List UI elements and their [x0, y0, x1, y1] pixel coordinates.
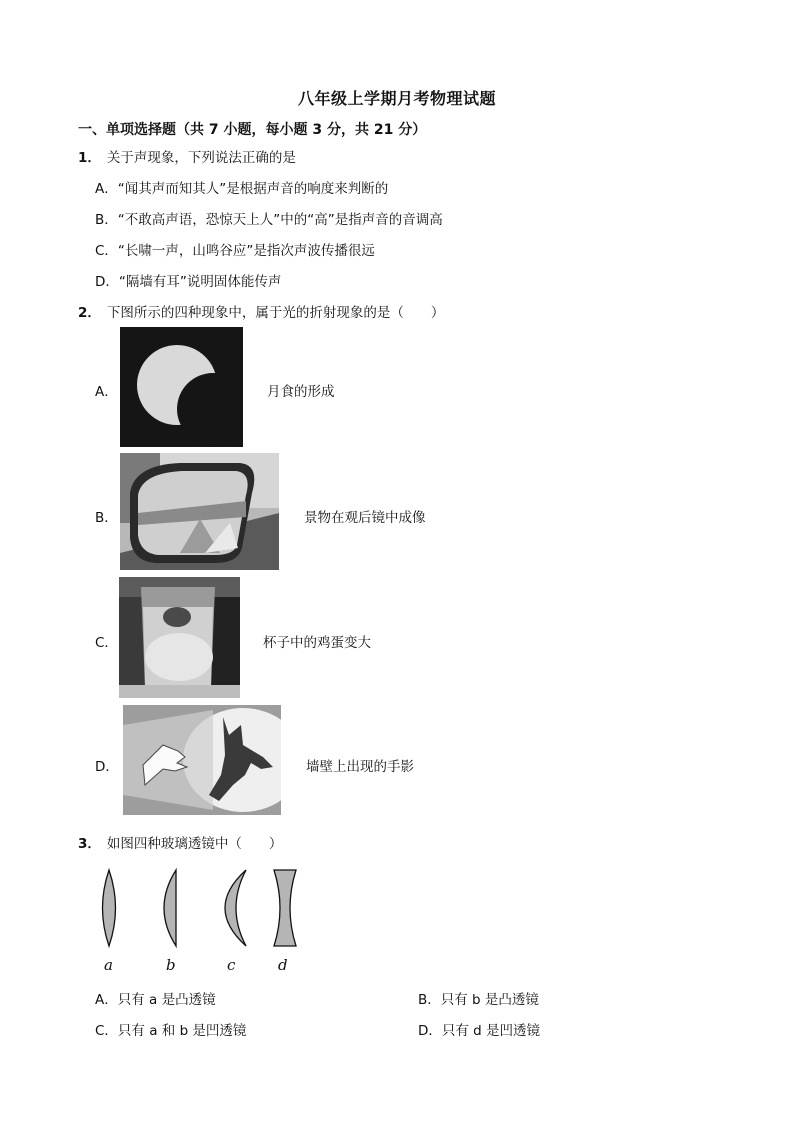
- lens-label-d: d: [278, 956, 288, 974]
- lens-figure: [92, 862, 312, 954]
- question-1: [78, 146, 296, 166]
- lens-a: [103, 870, 116, 946]
- q2-option-d-caption: 墙壁上出现的手影: [306, 759, 414, 775]
- lens-c: [225, 870, 246, 946]
- q3-option-a: A．只有 a 是凸透镜: [95, 992, 216, 1008]
- q2-option-c-letter: C．: [95, 635, 118, 651]
- lens-label-b: b: [166, 956, 176, 974]
- lens-d: [274, 870, 296, 946]
- glass-egg-image: [119, 577, 240, 698]
- q3-option-b: B．只有 b 是凸透镜: [418, 992, 539, 1008]
- section-heading: 一、单项选择题（共 7 小题，每小题 3 分，共 21 分）: [78, 122, 427, 138]
- question-stem: 下图所示的四种现象中，属于光的折射现象的是（ ）: [106, 305, 445, 321]
- lens-label-c: c: [227, 956, 236, 974]
- lens-label-a: a: [104, 956, 113, 974]
- q2-option-b-caption: 景物在观后镜中成像: [304, 510, 426, 526]
- q1-option-b: B．“不敢高声语，恐惊天上人”中的“高”是指声音的音调高: [95, 212, 443, 228]
- q3-option-d: D．只有 d 是凹透镜: [418, 1023, 541, 1039]
- q2-option-d-letter: D．: [95, 759, 119, 775]
- q2-option-a-letter: A．: [95, 384, 118, 400]
- page-title: 八年级上学期月考物理试题: [297, 89, 496, 108]
- q2-option-c-caption: 杯子中的鸡蛋变大: [263, 635, 371, 651]
- eclipse-image: [120, 327, 243, 447]
- question-2: [78, 301, 444, 321]
- question-stem: 如图四种玻璃透镜中（ ）: [106, 836, 283, 852]
- q3-option-c: C．只有 a 和 b 是凹透镜: [95, 1023, 247, 1039]
- hand-shadow-image: [123, 705, 281, 815]
- car-mirror-image: [120, 453, 279, 570]
- lens-b: [164, 870, 176, 946]
- question-stem: 关于声现象，下列说法正确的是: [106, 150, 296, 166]
- q2-option-b-letter: B．: [95, 510, 118, 526]
- question-number: 3．: [78, 836, 101, 852]
- q1-option-c: C．“长啸一声，山鸣谷应”是指次声波传播很远: [95, 243, 375, 259]
- q2-option-a-caption: 月食的形成: [267, 384, 335, 400]
- question-number: 2．: [78, 305, 101, 321]
- q1-option-a: A．“闻其声而知其人”是根据声音的响度来判断的: [95, 181, 389, 197]
- q1-option-d: D．“隔墙有耳”说明固体能传声: [95, 274, 282, 290]
- question-3: [78, 832, 282, 852]
- question-number: 1．: [78, 150, 101, 166]
